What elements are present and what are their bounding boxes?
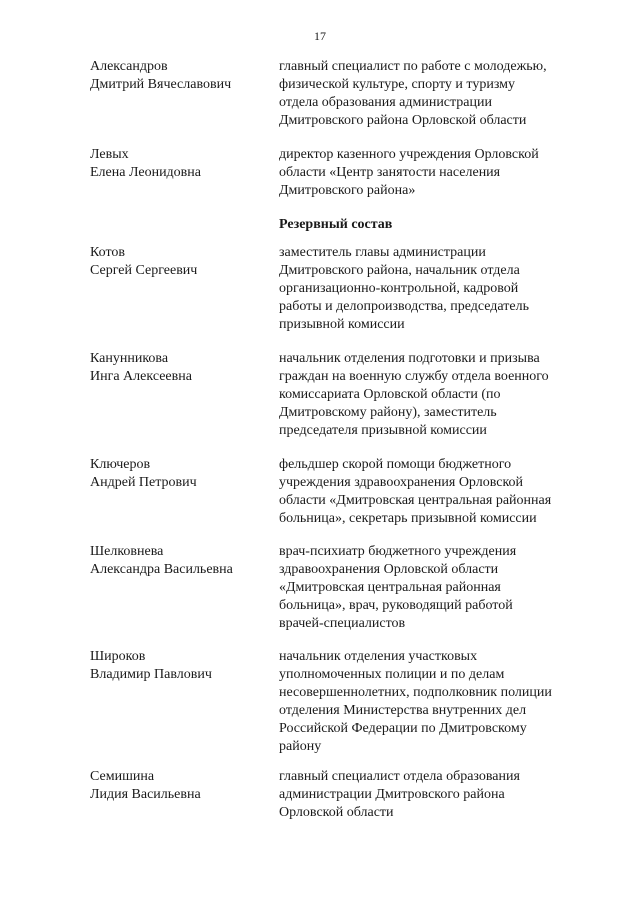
member-name [90, 648, 270, 684]
member-surname: Левых [90, 147, 129, 162]
position-line: директор казенного учреждения Орловской [279, 147, 539, 162]
member-position [279, 58, 579, 130]
member-surname: Канунникова [90, 351, 169, 366]
position-line: физической культуре, спорту и туризму [279, 77, 516, 92]
position-line: Орловской области [279, 805, 394, 820]
member-name [90, 543, 270, 579]
position-line: заместитель главы администрации [279, 245, 486, 260]
section-heading: Резервный состав [279, 217, 393, 232]
member-given-names: Андрей Петрович [90, 475, 197, 490]
member-surname: Шелковнева [90, 544, 164, 559]
position-line: граждан на военную службу отдела военного [279, 369, 549, 384]
member-given-names: Сергей Сергеевич [90, 263, 198, 278]
position-line: Дмитровскому району), заместитель [279, 405, 497, 420]
position-line: несовершеннолетних, подполковник полиции [279, 685, 552, 700]
member-name [90, 350, 270, 386]
member-position [279, 768, 579, 822]
position-line: администрации Дмитровского района [279, 787, 505, 802]
member-position [279, 648, 579, 756]
member-name [90, 146, 270, 182]
member-name [90, 768, 270, 804]
position-line: врач-психиатр бюджетного учреждения [279, 544, 517, 559]
position-line: отделения Министерства внутренних дел [279, 703, 527, 718]
member-name [90, 244, 270, 280]
position-line: призывной комиссии [279, 317, 405, 332]
member-position [279, 350, 579, 440]
member-given-names: Владимир Павлович [90, 667, 212, 682]
position-line: фельдшер скорой помощи бюджетного [279, 457, 512, 472]
member-surname: Семишина [90, 769, 155, 784]
position-line: отдела образования администрации [279, 95, 493, 110]
position-line: больница», секретарь призывной комиссии [279, 511, 537, 526]
member-surname: Ключеров [90, 457, 151, 472]
page-number: 17 [314, 29, 326, 43]
position-line: Дмитровского района, начальник отдела [279, 263, 520, 278]
member-surname: Котов [90, 245, 125, 260]
member-given-names: Елена Леонидовна [90, 165, 201, 180]
member-name [90, 456, 270, 492]
position-line: области «Центр занятости населения [279, 165, 501, 180]
position-line: «Дмитровская центральная районная [279, 580, 501, 595]
position-line: председателя призывной комиссии [279, 423, 487, 438]
position-line: работы и делопроизводства, председатель [279, 299, 529, 314]
member-name [90, 58, 270, 94]
position-line: здравоохранения Орловской области [279, 562, 499, 577]
member-given-names: Инга Алексеевна [90, 369, 192, 384]
position-line: учреждения здравоохранения Орловской [279, 475, 524, 490]
position-line: начальник отделения подготовки и призыва [279, 351, 540, 366]
member-given-names: Дмитрий Вячеславович [90, 77, 232, 92]
position-line: Российской Федерации по Дмитровскому [279, 721, 527, 736]
position-line: Дмитровского района Орловской области [279, 113, 527, 128]
member-position [279, 543, 579, 633]
position-line: начальник отделения участковых [279, 649, 478, 664]
member-position [279, 456, 579, 528]
position-line: области «Дмитровская центральная районная [279, 493, 552, 508]
position-line: организационно-контрольной, кадровой [279, 281, 519, 296]
position-line: главный специалист по работе с молодежью, [279, 59, 547, 74]
member-surname: Александров [90, 59, 168, 74]
member-position [279, 146, 579, 200]
member-given-names: Лидия Васильевна [90, 787, 201, 802]
position-line: уполномоченных полиции и по делам [279, 667, 505, 682]
position-line: комиссариата Орловской области (по [279, 387, 501, 402]
position-line: главный специалист отдела образования [279, 769, 520, 784]
member-surname: Широков [90, 649, 146, 664]
position-line: больница», врач, руководящий работой [279, 598, 513, 613]
position-line: Дмитровского района» [279, 183, 416, 198]
position-line: району [279, 739, 322, 754]
position-line: врачей-специалистов [279, 616, 406, 631]
member-given-names: Александра Васильевна [90, 562, 233, 577]
member-position [279, 244, 579, 334]
